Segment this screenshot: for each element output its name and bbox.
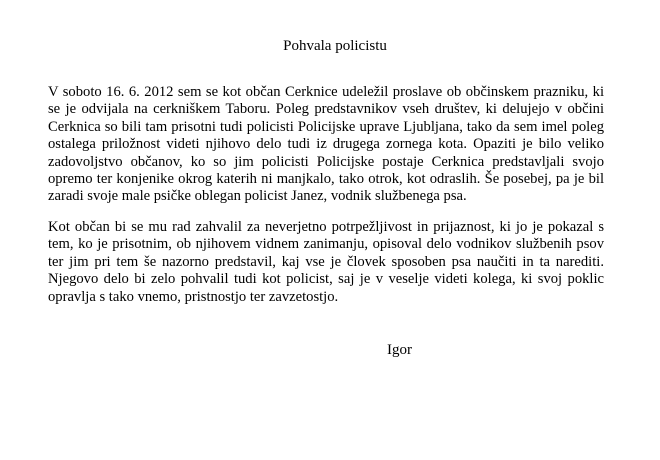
paragraph-line: ostalega priložnost videti njihovo delo tudi iz drugega zornega kota. Opaziti je bilo veliko [48,136,604,153]
paragraph-2 [48,219,604,306]
paragraph-1 [48,84,604,206]
paragraph-line: se je odvijala na cerkniškem Taboru. Poleg predstavnikov vseh društev, ki delujejo v občini [48,101,604,118]
paragraph-line: zaradi svoje male psičke oblegan policist Janez, vodnik službenega psa. [48,188,467,205]
document-title: Pohvala policistu [283,38,387,54]
paragraph-line: ter jim pri tem še nazorno predstavil, kaj vse je človek sposoben psa naučiti in ta narediti. [48,253,604,270]
paragraph-line: tem, ko je prisotnim, ob njihovem vidnem zanimanju, opisoval delo vodnikov službenih psov [48,236,604,253]
paragraph-line: V soboto 16. 6. 2012 sem se kot občan Cerknice udeležil proslave ob občinskem prazniku, ki [48,84,604,100]
paragraph-line: opravlja s tako vnemo, pristnostjo ter zavzetostjo. [48,288,339,305]
paragraph-line: Kot občan bi se mu rad zahvalil za neverjetno potrpežljivost in prijaznost, ki jo je pokazal s [48,219,604,235]
paragraph-line: Cerknica so bili tam prisotni tudi policisti Policijske uprave Ljubljana, tako da sem imel poleg [48,118,604,135]
paragraph-line: zadovoljstvo občanov, ko so jim policisti Policijske postaje Cerknica predstavljali svojo [48,153,604,170]
paragraph-line: opremo ter konjenike okrog katerih ni manjkalo, tako otrok, kot odraslih. Še posebej, pa je bil [48,171,604,188]
paragraph-line: Njegovo delo bi zelo pohvalil tudi kot policist, saj je v veselje videti kolega, ki svoj poklic [48,271,604,288]
signature: Igor [387,342,412,358]
